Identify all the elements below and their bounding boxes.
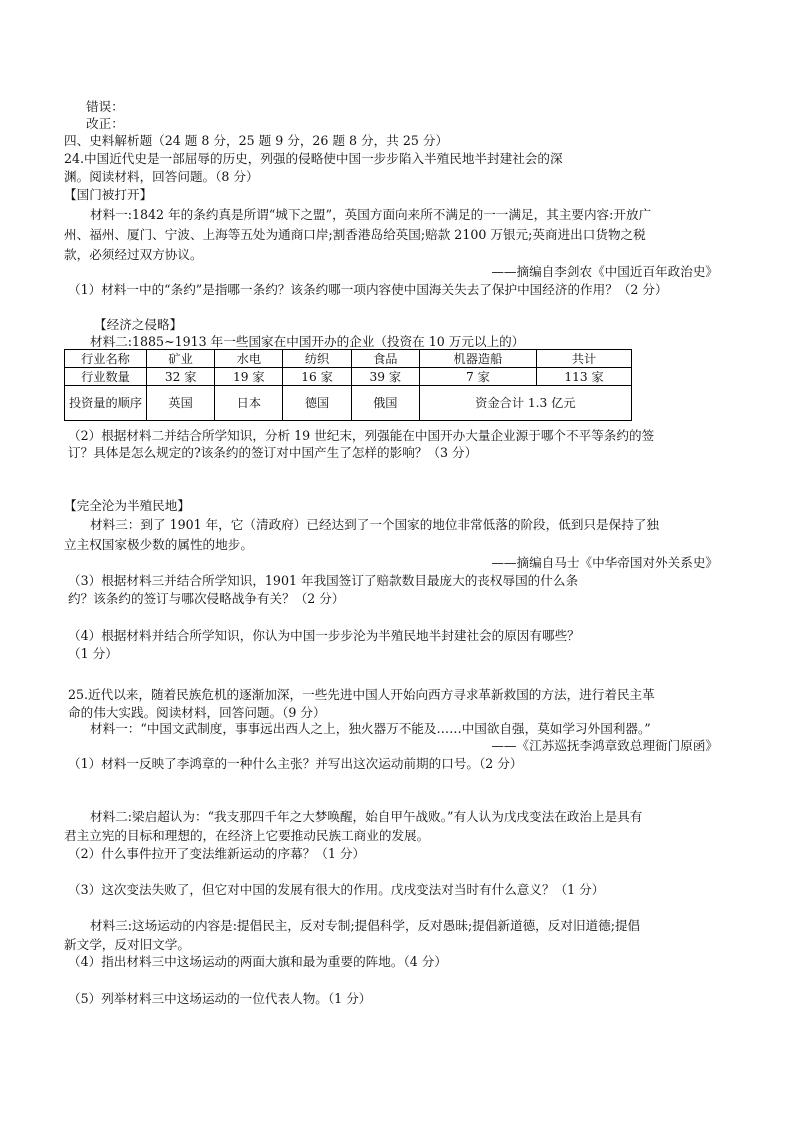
table-cell: 英国	[147, 386, 215, 421]
table-cell: 水电	[215, 350, 283, 368]
q24-1: （1）材料一中的“条约”是指哪一条约？该条约哪一项内容使中国海关失去了保护中国经济的作用？（2 分）	[68, 282, 668, 297]
table-cell: 113 家	[536, 368, 631, 386]
table-cell: 德国	[283, 386, 351, 421]
subheading-open-door: 【国门被打开】	[64, 187, 153, 202]
q24-3-line-1: （3）根据材料三并结合所学知识，1901 年我国签订了赔款数目最庞大的丧权辱国的什么条	[68, 573, 579, 588]
q25-2: （2）什么事件拉开了变法维新运动的序幕？（1 分）	[68, 846, 366, 861]
q25-material-3-line-2: 新文学，反对旧文学。	[64, 937, 190, 952]
table-cell: 行业数量	[65, 368, 147, 386]
q24-3-line-2: 约？该条约的签订与哪次侵略战争有关？（2 分）	[68, 591, 345, 606]
table-row	[65, 386, 632, 421]
table-cell: 机器造船	[419, 350, 536, 368]
q25-material-1: 材料一：“中国文武制度，事事远出西人之上，独火器万不能及……中国欲自强，莫如学习外国利器。”	[90, 721, 651, 736]
material-1-line-2: 州、福州、厦门、宁波、上海等五处为通商口岸;割香港岛给英国;赔款 2100 万银元;英商进出口货物之税	[64, 227, 646, 242]
table-cell: 行业名称	[65, 350, 147, 368]
error-label: 错误：	[86, 99, 124, 114]
q24-intro: 24.中国近代史是一部屈辱的历史，列强的侵略使中国一步步陷入半殖民地半封建社会的深	[64, 151, 563, 166]
correction-label: 改正：	[86, 116, 124, 131]
subheading-economy: 【经济之侵略】	[94, 317, 183, 332]
material-3-line-1: 材料三：到了 1901 年，它（清政府）已经达到了一个国家的地位非常低落的阶段，低到只是保持了独	[90, 517, 659, 532]
table-row	[65, 368, 632, 386]
material-2-title: 材料二:1885~1913 年一些国家在中国开办的企业（投资在 10 万元以上的）	[90, 334, 525, 349]
q25-intro: 25.近代以来，随着民族危机的逐渐加深，一些先进中国人开始向西方寻求革新救国的方法，进行着民主革	[68, 687, 655, 702]
table-cell: 食品	[351, 350, 419, 368]
q25-material-2-line-2: 君主立宪的目标和理想的，在经济上它要推动民族工商业的发展。	[64, 828, 430, 843]
table-cell: 7 家	[419, 368, 536, 386]
table-cell: 32 家	[147, 368, 215, 386]
table-cell: 俄国	[351, 386, 419, 421]
q24-2-line-2: 订？具体是怎么规定的?该条约的签订对中国产生了怎样的影响？（3 分）	[68, 445, 478, 460]
q25-material-1-source: ——《江苏巡抚李鸿章致总理衙门原函》	[491, 738, 718, 753]
material-3-line-2: 立主权国家极少数的属性的地步。	[64, 537, 253, 552]
table-cell: 投资量的顺序	[65, 386, 147, 421]
table-cell: 16 家	[283, 368, 351, 386]
q25-4: （4）指出材料三中这场运动的两面大旗和最为重要的阵地。（4 分）	[68, 954, 447, 969]
table-cell: 共计	[536, 350, 631, 368]
q25-material-2-line-1: 材料二:梁启超认为：“我支那四千年之大梦唤醒，始自甲午战败。”有人认为戊戌变法在政治上是具有	[90, 809, 643, 824]
q25-1: （1）材料一反映了李鸿章的一种什么主张？并写出这次运动前期的口号。（2 分）	[68, 756, 523, 771]
material-3-source: ——摘编自马士《中华帝国对外关系史》	[491, 555, 718, 570]
table-cell: 19 家	[215, 368, 283, 386]
q25-intro-cont: 命的伟大实践。阅读材料，回答问题。（9 分）	[68, 705, 326, 720]
table-cell: 资金合计 1.3 亿元	[419, 386, 631, 421]
q25-3: （3）这次变法失败了，但它对中国的发展有很大的作用。戊戌变法对当时有什么意义？（1 分）	[68, 882, 605, 897]
q24-4-line-1: （4）根据材料并结合所学知识，你认为中国一步步沦为半殖民地半封建社会的原因有哪些？	[68, 628, 580, 643]
enterprise-table	[64, 349, 632, 421]
table-row	[65, 350, 632, 368]
q24-intro-cont: 渊。阅读材料，回答问题。（8 分）	[64, 169, 259, 184]
table-cell: 日本	[215, 386, 283, 421]
material-1-line-1: 材料一:1842 年的条约真是所谓“城下之盟”，英国方面向来所不满足的一一满足，其主要内容:开放广	[90, 207, 652, 222]
q24-4-line-2: （1 分）	[68, 646, 118, 661]
q25-5: （5）列举材料三中这场运动的一位代表人物。（1 分）	[68, 991, 372, 1006]
section-heading: 四、史料解析题（24 题 8 分，25 题 9 分，26 题 8 分，共 25 分）	[64, 133, 449, 148]
q25-material-3-line-1: 材料三:这场运动的内容是:提倡民主，反对专制;提倡科学，反对愚昧;提倡新道德，反对旧道德;提倡	[90, 918, 641, 933]
material-1-line-3: 款，必须经过双方协议。	[64, 247, 203, 262]
table-cell: 矿业	[147, 350, 215, 368]
table-cell: 39 家	[351, 368, 419, 386]
subheading-semicolony: 【完全沦为半殖民地】	[64, 498, 190, 513]
table-cell: 纺织	[283, 350, 351, 368]
q24-2-line-1: （2）根据材料二并结合所学知识，分析 19 世纪末，列强能在中国开办大量企业源于哪个不平等条约的签	[68, 428, 655, 443]
material-1-source: ——摘编自李剑农《中国近百年政治史》	[491, 264, 718, 279]
